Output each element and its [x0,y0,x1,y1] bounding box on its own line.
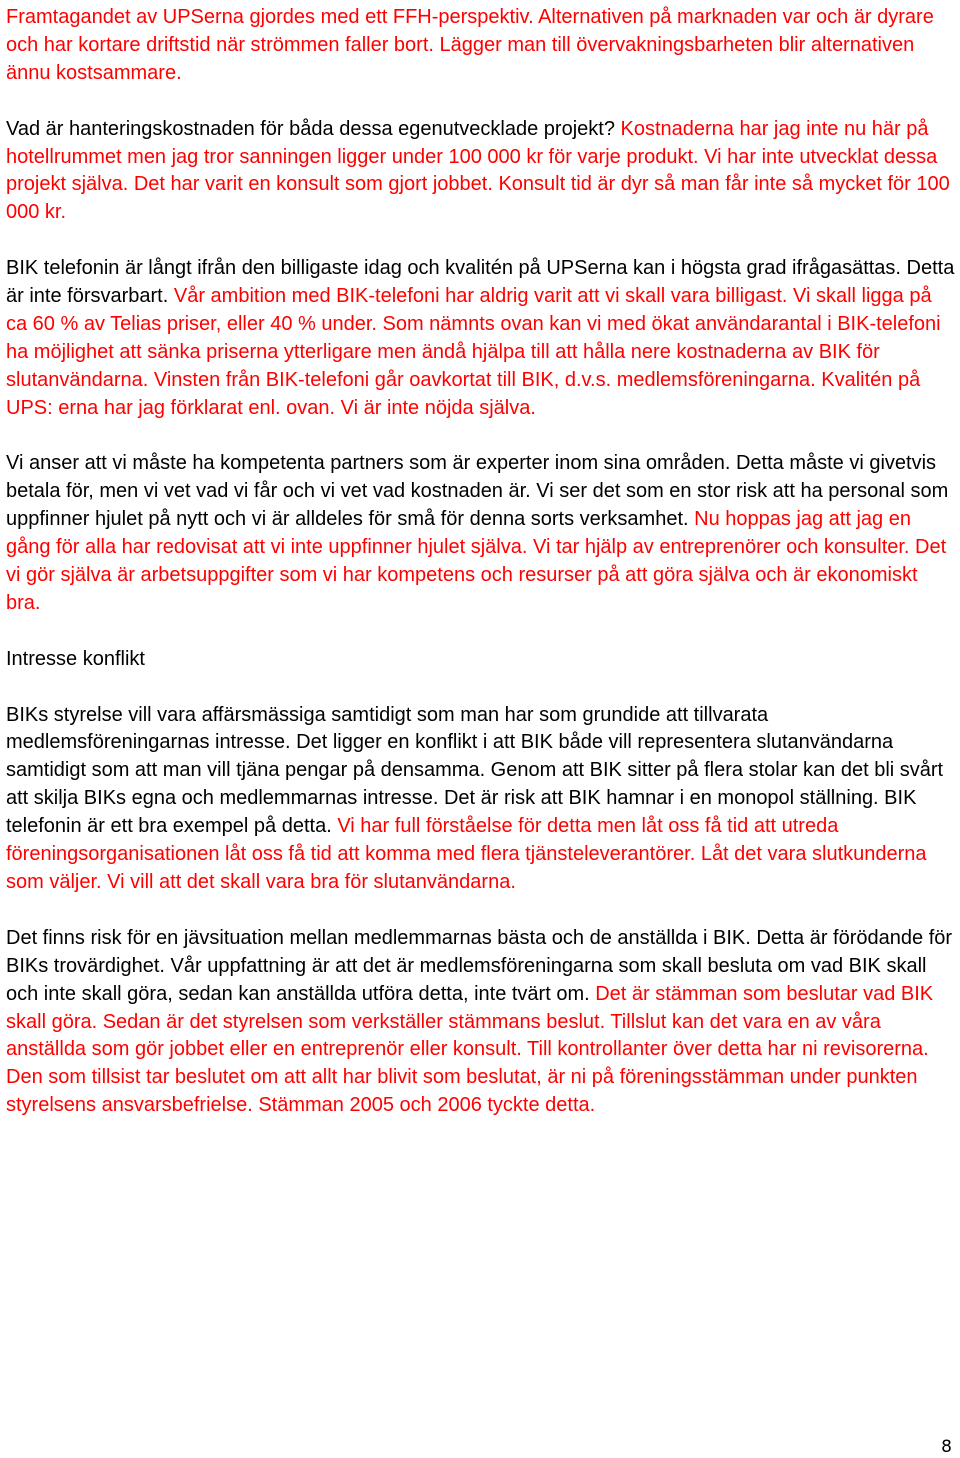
paragraph-board-conflict [6,702,956,897]
paragraph-gap [6,88,956,116]
paragraph-gap [6,897,956,925]
paragraph-partners [6,450,956,617]
paragraph-gap [6,618,956,646]
question-run: Vad är hanteringskostnaden för båda dessa egenutvecklade projekt? [6,117,615,140]
section-heading-intresse-konflikt [6,646,956,674]
paragraph-gap [6,227,956,255]
question-run: Vi anser att vi måste ha kompetenta partners som är experter inom sina områden. Detta måste vi givetvis betala för, men vi vet vad vi får och vi vet vad kostnaden är. Vi ser det som en stor risk att ha personal som uppfinner hjulet på nytt och vi är alldeles för små för denna sorts verksamhet. [6,452,949,531]
answer-run: Kostnaderna har jag inte nu här på hotellrummet men jag tror sanningen ligger under 100 000 kr för varje produkt. Vi har inte utvecklat dessa projekt själva. Det har varit en konsult som gjort jobbet. Konsult tid är dyr så man får inte så mycket för 100 000 kr. [6,117,950,224]
paragraph-gap [6,674,956,702]
paragraph-handling-cost [6,116,956,228]
page-number: 8 [941,1437,952,1457]
answer-run: Nu hoppas jag att jag en gång för alla har redovisat att vi inte uppfinner hjulet själva. Vi tar hjälp av entreprenörer och konsulter. Det vi gör själva är arbetsuppgifter som vi har kompetens och resurser på att göra själva och är ekonomiskt bra. [6,508,947,614]
answer-run: Vi har full förståelse för detta men låt oss få tid att utreda föreningsorganisationen låt oss få tid att komma med flera tjänsteleverantörer. Låt det vara slutkunderna som väljer. Vi vill att det skall vara bra för slutanvändarna. [6,815,927,894]
question-run: BIKs styrelse vill vara affärsmässiga samtidigt som man har som grundide att tillvarata medlemsföreningarnas intresse. Det ligger en konflikt i att BIK både vill representera slutanvändarna samtidigt som att man vill tjäna pengar på densamma. Genom att BIK sitter på flera stolar kan det bli svårt att skilja BIKs egna och medlemmarnas intresse. Det är risk att BIK hamnar i en monopol ställning. BIK telefonin är ett bra exempel på detta. [6,703,944,838]
question-run: BIK telefonin är långt ifrån den billigaste idag och kvalitén på UPSerna kan i högsta grad ifrågasättas. Detta är inte försvarbart. [6,257,955,308]
paragraph-gap [6,423,956,451]
paragraph-jav-situation [6,925,956,1120]
paragraph-upserna-perspective [6,4,956,88]
paragraph-run: Framtagandet av UPSerna gjordes med ett FFH-perspektiv. Alternativen på marknaden var och är dyrare och har kortare driftstid när strömmen faller bort. Lägger man till övervakningsbarheten blir alternativen ännu kostsammare. [6,6,934,84]
heading-run: Intresse konflikt [6,647,145,670]
paragraph-bik-telefoni [6,255,956,422]
document-body [6,4,956,1120]
answer-run: Vår ambition med BIK-telefoni har aldrig varit att vi skall vara billigast. Vi skall ligga på ca 60 % av Telias priser, eller 40 % under. Som nämnts ovan kan vi med ökat användarantal i BIK-telefoni ha möjlighet att sänka priserna ytterligare men ändå hjälpa till att hålla nere kostnaderna av BIK för slutanvändarna. Vinsten från BIK-telefoni går oavkortat till BIK, d.v.s. medlemsföreningarna. Kvalitén på UPS: erna har jag förklarat enl. ovan. Vi är inte nöjda själva. [6,285,941,419]
question-run: Det finns risk för en jävsituation mellan medlemmarnas bästa och de anställda i BIK. Detta är förödande för BIKs trovärdighet. Vår uppfattning är att det är medlemsföreningarna som skall besluta om vad BIK skall och inte skall göra, sedan kan anställda utföra detta, inte tvärt om. [6,926,953,1005]
answer-run: Det är stämman som beslutar vad BIK skall göra. Sedan är det styrelsen som verkställer stämmans beslut. Tillslut kan det vara en av våra anställda som gör jobbet eller en entreprenör eller konsult. Till kontrollanter över detta har ni revisorerna. Den som tillsist tar beslutet om att allt har blivit som beslutat, är ni på föreningsstämman under punkten styrelsens ansvarsbefrielse. Stämman 2005 och 2006 tyckte detta. [6,982,934,1117]
